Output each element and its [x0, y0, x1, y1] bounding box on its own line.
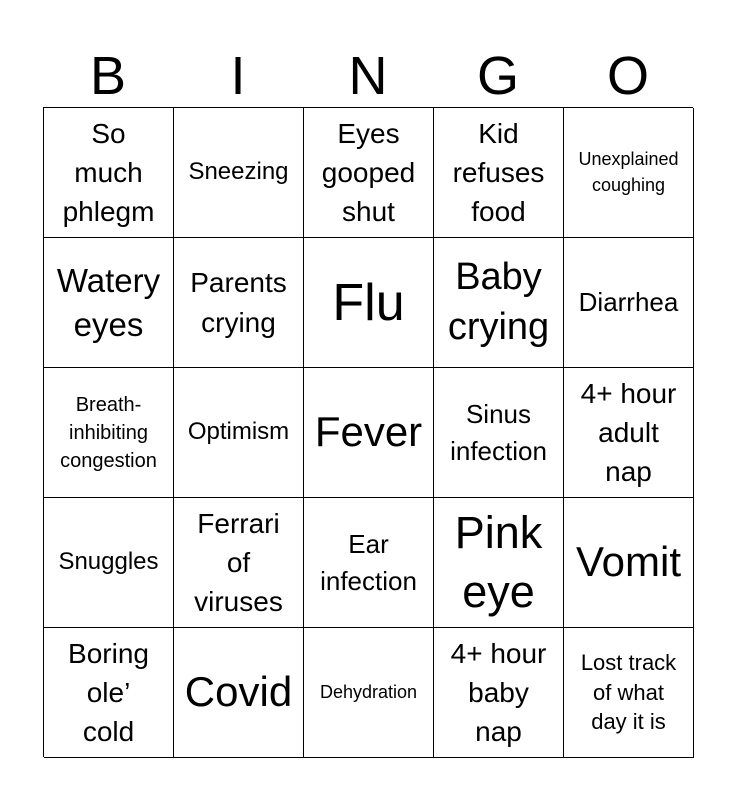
cell-text: Boring ole’ cold: [68, 637, 149, 748]
cell-text: Sinus infection: [450, 399, 547, 466]
cell-text: Watery eyes: [56, 261, 161, 343]
cell-text: Lost track of what day it is: [580, 649, 677, 735]
bingo-cell[interactable]: [174, 628, 304, 758]
bingo-cell[interactable]: [434, 238, 564, 368]
bingo-cell[interactable]: [564, 368, 694, 498]
cell-text: So much phlegm: [62, 117, 155, 228]
bingo-cell[interactable]: [564, 238, 694, 368]
header-letter-n: N: [348, 46, 388, 106]
cell-text: Covid: [184, 668, 293, 716]
bingo-cell[interactable]: [44, 108, 174, 238]
bingo-cell[interactable]: [564, 108, 694, 238]
cell-text: Eyes gooped shut: [321, 117, 416, 228]
bingo-cell[interactable]: [434, 108, 564, 238]
bingo-header: [43, 44, 693, 108]
bingo-cell[interactable]: [304, 628, 434, 758]
bingo-cell[interactable]: [304, 108, 434, 238]
cell-text: Breath- inhibiting congestion: [60, 393, 157, 472]
cell-text: Parents crying: [190, 267, 287, 338]
cell-text: Pink eye: [454, 507, 543, 617]
bingo-cell[interactable]: [44, 498, 174, 628]
cell-text: Fever: [314, 408, 423, 456]
bingo-cell[interactable]: [304, 498, 434, 628]
cell-text: Ear infection: [320, 529, 417, 596]
cell-text: Unexplained coughing: [578, 149, 679, 195]
cell-text: Kid refuses food: [452, 117, 545, 228]
header-letter-g: G: [476, 46, 519, 106]
header-letter-o: O: [606, 46, 649, 106]
bingo-cell[interactable]: [174, 498, 304, 628]
cell-text: Optimism: [187, 418, 290, 446]
bingo-cell[interactable]: [174, 108, 304, 238]
bingo-cell[interactable]: [44, 368, 174, 498]
cell-text: Flu: [332, 273, 405, 332]
bingo-cell[interactable]: [564, 628, 694, 758]
bingo-board: [43, 107, 693, 757]
header-letter-b: B: [89, 46, 127, 106]
cell-text: 4+ hour adult nap: [580, 377, 677, 488]
bingo-cell[interactable]: [434, 628, 564, 758]
bingo-cell[interactable]: [434, 368, 564, 498]
bingo-cell[interactable]: [44, 238, 174, 368]
header-letter-i: I: [230, 46, 246, 106]
cell-text: Dehydration: [319, 681, 418, 702]
cell-text: Baby crying: [447, 256, 550, 348]
bingo-cell[interactable]: [174, 368, 304, 498]
bingo-cell[interactable]: [304, 368, 434, 498]
cell-text: Diarrhea: [578, 286, 679, 317]
bingo-cell[interactable]: [564, 498, 694, 628]
bingo-cell[interactable]: [174, 238, 304, 368]
bingo-cell[interactable]: [434, 498, 564, 628]
cell-text: Snuggles: [58, 548, 159, 576]
bingo-cell[interactable]: [44, 628, 174, 758]
cell-text: 4+ hour baby nap: [450, 637, 547, 748]
cell-text: Sneezing: [188, 158, 289, 186]
bingo-cell[interactable]: [304, 238, 434, 368]
cell-text: Vomit: [575, 538, 682, 586]
cell-text: Ferrari of viruses: [194, 507, 283, 618]
